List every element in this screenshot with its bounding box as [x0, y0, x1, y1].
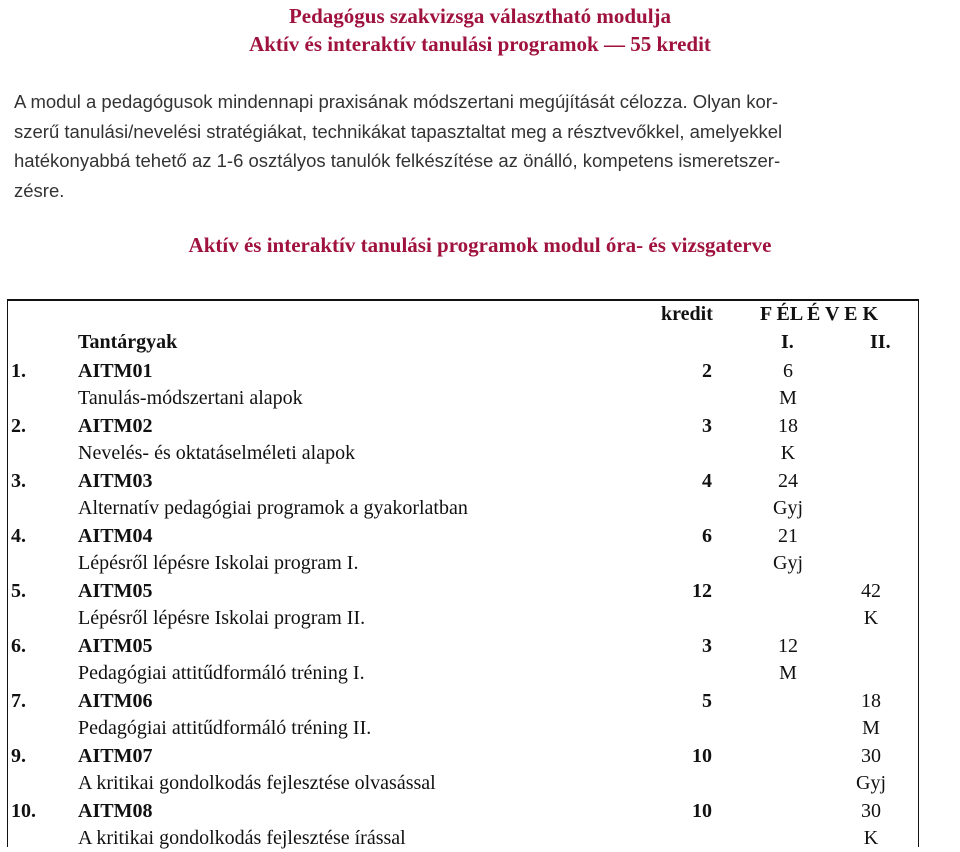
row-number: 3.	[11, 470, 26, 492]
semester-1-cell	[753, 468, 823, 522]
row-number: 9.	[11, 745, 26, 767]
credit-value: 2	[702, 360, 712, 382]
semester-1-exam: M	[779, 662, 797, 684]
subject-name: Pedagógiai attitűdformáló tréning I.	[78, 662, 365, 684]
subject-code: AITM02	[78, 415, 153, 437]
subject-name: Tanulás-módszertani alapok	[78, 387, 303, 409]
subject-code: AITM07	[78, 745, 153, 767]
table-row	[8, 688, 918, 742]
credit-value: 6	[702, 525, 712, 547]
table-row	[8, 468, 918, 522]
semester-1-hours: 12	[778, 635, 798, 657]
semester-1-cell	[753, 358, 823, 412]
semester-1-exam: M	[779, 387, 797, 409]
row-number: 4.	[11, 525, 26, 547]
semester-2-hours: 42	[861, 580, 881, 602]
semester-2-hours: 30	[861, 745, 881, 767]
semester-2-exam: Gyj	[856, 772, 886, 794]
intro-line: szerű tanulási/nevelési stratégiákat, technikákat tapasztaltat meg a résztvevőkkel, amelyekkel	[14, 120, 783, 142]
subject-code: AITM04	[78, 525, 153, 547]
credit-value: 4	[702, 470, 712, 492]
table-row	[8, 743, 918, 797]
plan-title: Aktív és interaktív tanulási programok modul óra- és vizsgaterve	[188, 233, 772, 257]
row-number: 6.	[11, 635, 26, 657]
semester-2-exam: K	[863, 827, 879, 849]
semester-1-hours: 6	[783, 360, 793, 382]
row-number: 10.	[11, 800, 36, 822]
header-credit: kredit	[661, 303, 713, 325]
subject-name: Alternatív pedagógiai programok a gyakorlatban	[78, 497, 468, 519]
semester-2-hours: 18	[861, 690, 881, 712]
header-semester-2: II.	[870, 331, 891, 353]
table-row	[8, 633, 918, 687]
subject-code: AITM06	[78, 690, 153, 712]
subject-code: AITM03	[78, 470, 153, 492]
semester-1-hours: 24	[778, 470, 798, 492]
semester-1-exam: K	[780, 442, 796, 464]
subject-code: AITM05	[78, 635, 153, 657]
subject-name: A kritikai gondolkodás fejlesztése írással	[78, 827, 406, 849]
semester-1-hours: 18	[778, 415, 798, 437]
semester-2-exam: K	[863, 607, 879, 629]
subject-name: Pedagógiai attitűdformáló tréning II.	[78, 717, 372, 739]
credit-value: 5	[702, 690, 712, 712]
intro-line: hatékonyabbá tehető az 1-6 osztályos tanulók felkészítése az önálló, kompetens ismeretszer-	[14, 150, 781, 171]
semester-1-cell	[753, 633, 823, 687]
semester-1-exam: Gyj	[773, 552, 803, 574]
intro-line: zésre.	[14, 179, 65, 201]
subject-code: AITM05	[78, 580, 153, 602]
page-subtitle: Aktív és interaktív tanulási programok — 55 kredit	[249, 32, 711, 56]
table-row	[8, 523, 918, 577]
semester-1-exam: Gyj	[773, 497, 803, 519]
subject-name: Nevelés- és oktatáselméleti alapok	[78, 442, 356, 464]
semester-2-cell	[836, 578, 906, 632]
subject-code: AITM01	[78, 360, 153, 382]
header-semesters: F ÉL É V E K	[760, 303, 879, 325]
table-row	[8, 358, 918, 412]
semester-2-cell	[836, 798, 906, 852]
intro-paragraph	[14, 87, 944, 205]
subject-code: AITM08	[78, 800, 153, 822]
table-row	[8, 798, 918, 852]
semester-2-hours: 30	[861, 800, 881, 822]
intro-line: A modul a pedagógusok mindennapi praxisának módszertani megújítását célozza. Olyan kor-	[14, 91, 779, 112]
semester-2-cell	[836, 743, 906, 797]
semester-1-cell	[753, 413, 823, 467]
subject-name: Lépésről lépésre Iskolai program I.	[78, 552, 359, 574]
semester-1-cell	[753, 523, 823, 577]
subject-name: Lépésről lépésre Iskolai program II.	[78, 607, 366, 629]
semester-2-exam: M	[862, 717, 880, 739]
header-subjects: Tantárgyak	[78, 331, 178, 353]
page-title: Pedagógus szakvizsga választható modulja	[288, 4, 672, 28]
table-row	[8, 413, 918, 467]
header-semester-1: I.	[781, 331, 794, 353]
credit-value: 3	[702, 635, 712, 657]
row-number: 2.	[11, 415, 26, 437]
credit-value: 10	[692, 745, 712, 767]
plan-table	[7, 299, 919, 847]
credit-value: 12	[692, 580, 712, 602]
row-number: 7.	[11, 690, 26, 712]
subject-name: A kritikai gondolkodás fejlesztése olvasással	[78, 772, 436, 794]
semester-2-cell	[836, 688, 906, 742]
row-number: 5.	[11, 580, 26, 602]
credit-value: 3	[702, 415, 712, 437]
row-number: 1.	[11, 360, 26, 382]
semester-1-hours: 21	[778, 525, 798, 547]
credit-value: 10	[692, 800, 712, 822]
table-row	[8, 578, 918, 632]
